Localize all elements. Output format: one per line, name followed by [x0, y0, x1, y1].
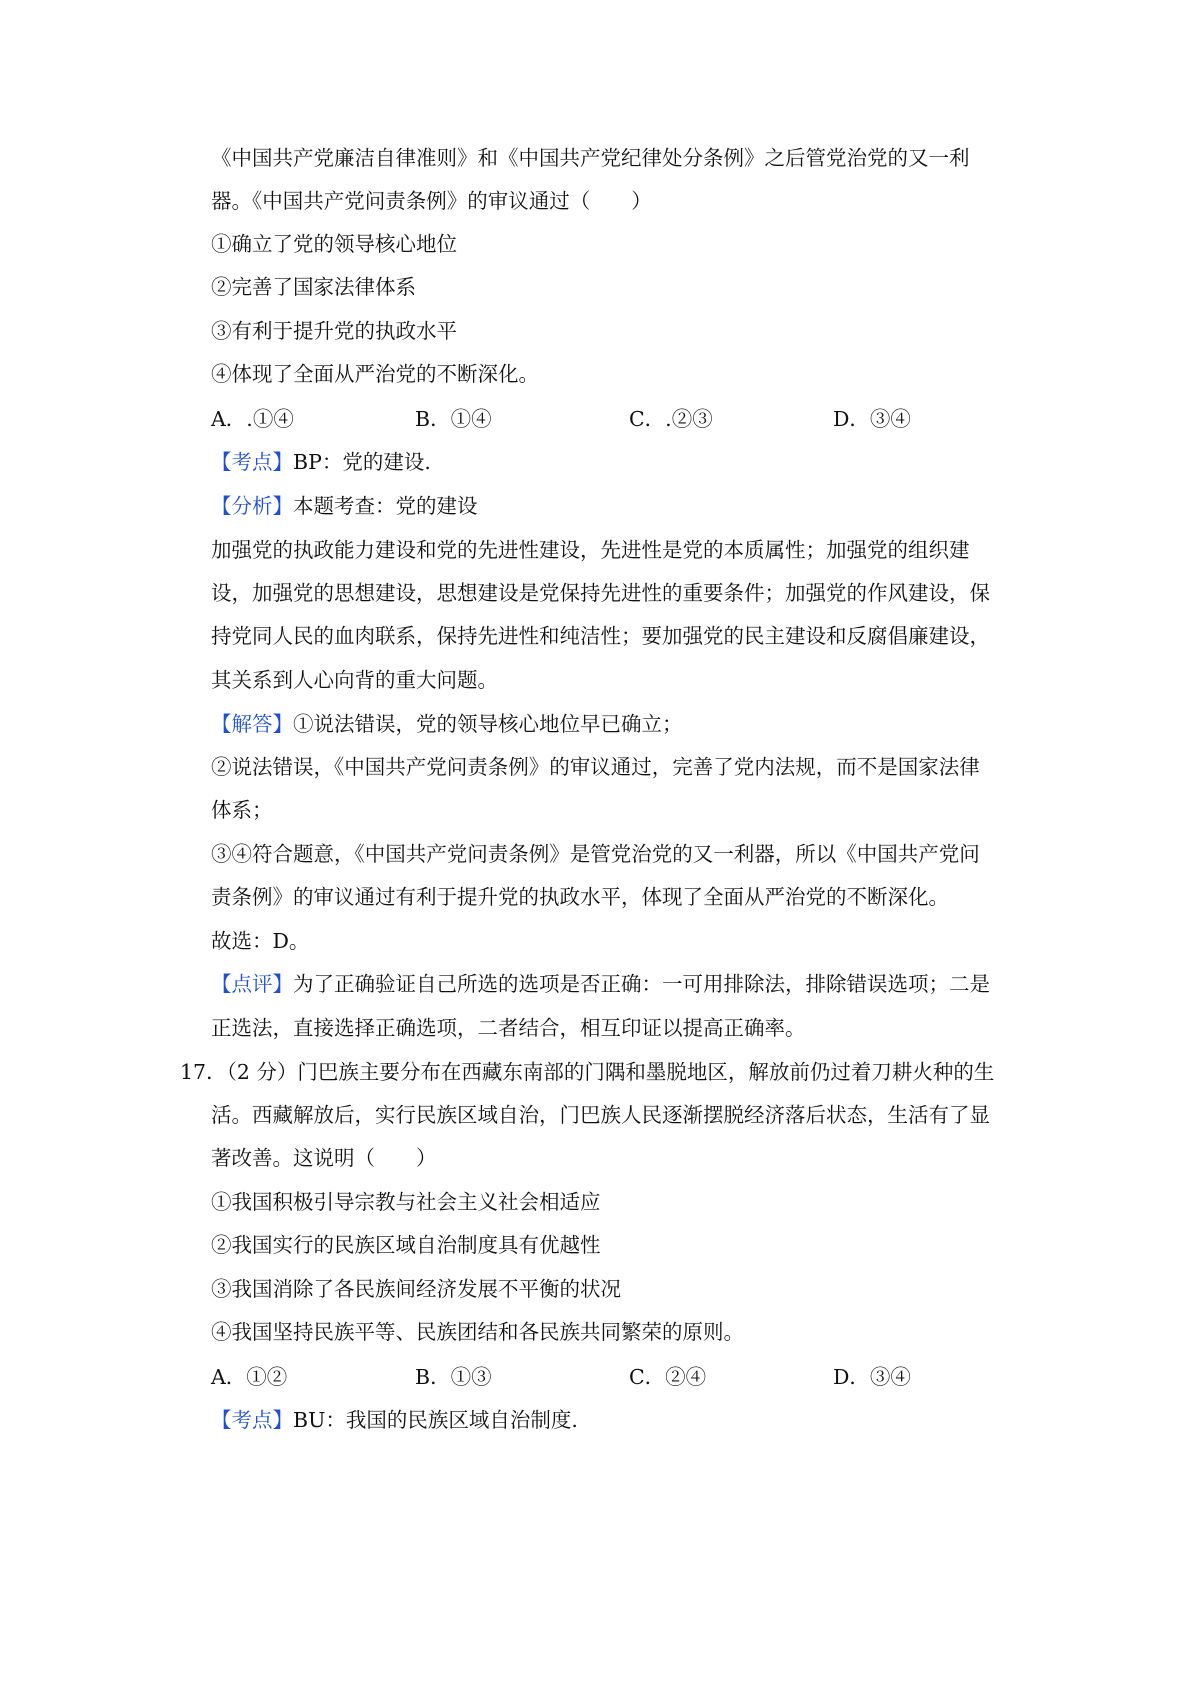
q16-option-a: A．.①④: [211, 407, 294, 431]
dianping-tag: 【点评】: [211, 972, 293, 996]
q16-item-1: ①确立了党的领导核心地位: [211, 232, 457, 256]
kaodian-tag: 【考点】: [211, 450, 293, 474]
q16-item-2: ②完善了国家法律体系: [211, 275, 416, 299]
q16-analysis-line-2: 设，加强党的思想建设，思想建设是党保持先进性的重要条件；加强党的作风建设，保: [211, 581, 990, 605]
q17-stem-line-3: 著改善。这说明（ ）: [211, 1146, 437, 1170]
q16-analysis-line-3: 持党同人民的血肉联系，保持先进性和纯洁性；要加强党的民主建设和反腐倡廉建设，: [211, 624, 990, 648]
q16-jieda-line-4: 责条例》的审议通过有利于提升党的执政水平，体现了全面从严治党的不断深化。: [211, 885, 949, 909]
q16-stem-line-1: 《中国共产党廉洁自律准则》和《中国共产党纪律处分条例》之后管党治党的又一利: [211, 146, 970, 170]
q17-option-b: B．①③: [415, 1365, 492, 1389]
q17-option-a: A．①②: [211, 1365, 288, 1389]
q16-analysis-line-1: 加强党的执政能力建设和党的先进性建设，先进性是党的本质属性；加强党的组织建: [211, 538, 970, 562]
q16-option-c: C．.②③: [629, 407, 713, 431]
kaodian-text: BP：党的建设.: [293, 450, 431, 474]
q16-dianping-line-2: 正选法，直接选择正确选项，二者结合，相互印证以提高正确率。: [211, 1016, 806, 1040]
q16-item-4: ④体现了全面从严治党的不断深化。: [211, 362, 539, 386]
q17-item-1: ①我国积极引导宗教与社会主义社会相适应: [211, 1190, 601, 1214]
q16-option-d: D．③④: [833, 407, 911, 431]
q16-stem-line-2: 器。《中国共产党问责条例》的审议通过（ ）: [211, 189, 652, 213]
q17-item-3: ③我国消除了各民族间经济发展不平衡的状况: [211, 1277, 621, 1301]
q16-jieda-line-3: ③④符合题意，《中国共产党问责条例》是管党治党的又一利器，所以《中国共产党问: [211, 842, 980, 866]
q16-jieda: [211, 709, 683, 739]
q16-fenxi: [211, 491, 478, 521]
q17-kaodian-tag: 【考点】: [211, 1408, 293, 1432]
fenxi-tag: 【分析】: [211, 494, 293, 518]
q16-option-b: B．①④: [415, 407, 492, 431]
dianping-text: 为了正确验证自己所选的选项是否正确：一可用排除法，排除错误选项；二是: [293, 972, 990, 996]
q17-kaodian-text: BU：我国的民族区域自治制度.: [293, 1408, 578, 1432]
q16-item-3: ③有利于提升党的执政水平: [211, 319, 457, 343]
q16-kaodian: [211, 447, 431, 477]
q17-stem-line-2: 活。西藏解放后，实行民族区域自治，门巴族人民逐渐摆脱经济落后状态，生活有了显: [211, 1103, 990, 1127]
q17-item-4: ④我国坚持民族平等、民族团结和各民族共同繁荣的原则。: [211, 1320, 744, 1344]
q16-answer: 故选：D。: [211, 929, 310, 953]
q17-option-d: D．③④: [833, 1365, 911, 1389]
q17-option-c: C．②④: [629, 1365, 707, 1389]
jieda-tag: 【解答】: [211, 712, 293, 736]
q17-kaodian: [211, 1405, 578, 1435]
q17-item-2: ②我国实行的民族区域自治制度具有优越性: [211, 1233, 601, 1257]
q16-jieda-line-2: 体系；: [211, 798, 273, 822]
q16-jieda-line-1: ②说法错误，《中国共产党问责条例》的审议通过，完善了党内法规，而不是国家法律: [211, 755, 980, 779]
jieda-first: ①说法错误，党的领导核心地位早已确立；: [293, 712, 683, 736]
q17-stem-line-1: 17．（2 分）门巴族主要分布在西藏东南部的门隅和墨脱地区，解放前仍过着刀耕火种的生: [180, 1060, 995, 1084]
q16-dianping: [211, 969, 990, 999]
fenxi-text: 本题考查：党的建设: [293, 494, 478, 518]
q16-analysis-line-4: 其关系到人心向背的重大问题。: [211, 668, 498, 692]
